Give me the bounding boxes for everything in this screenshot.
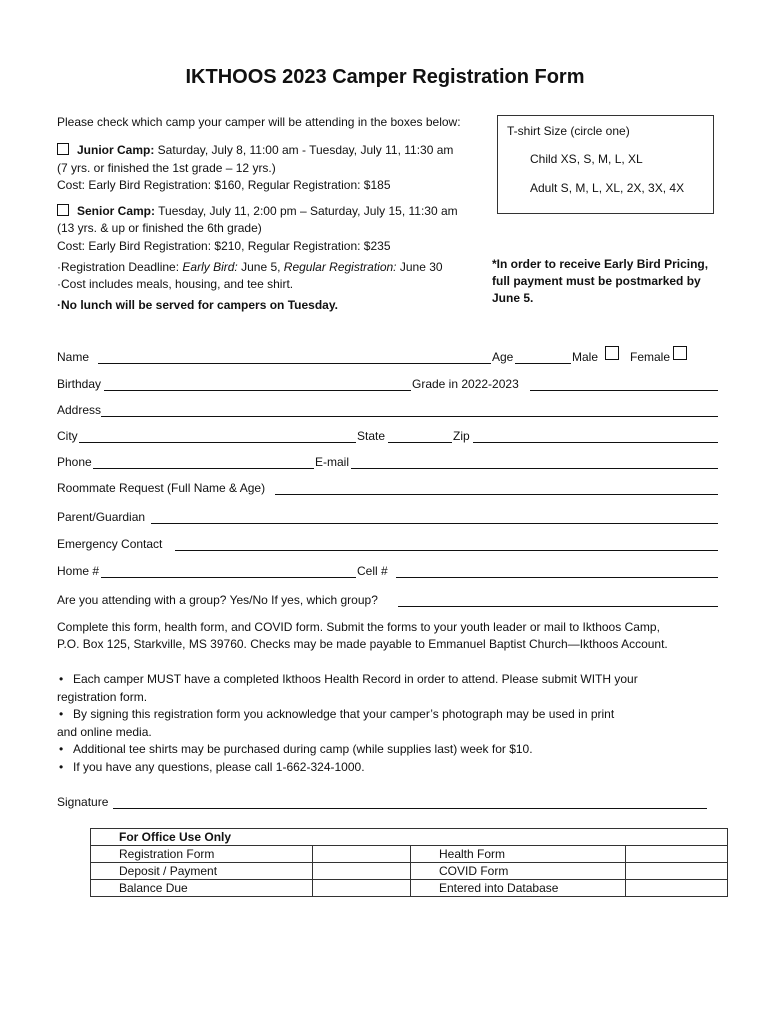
grade-field[interactable] xyxy=(530,390,718,391)
list-item: • If you have any questions, please call 1-662-324-1000. xyxy=(57,759,638,777)
office-deposit-value[interactable] xyxy=(313,863,411,880)
office-entered: Entered into Database xyxy=(411,880,626,897)
home-field[interactable] xyxy=(101,577,356,578)
office-registration-form: Registration Form xyxy=(91,846,313,863)
age-label: Age xyxy=(492,350,514,364)
city-label: City xyxy=(57,429,78,443)
deadline-prefix: ·Registration Deadline: xyxy=(57,260,183,274)
parent-field[interactable] xyxy=(151,523,718,524)
group-row xyxy=(57,593,719,609)
tshirt-size-box xyxy=(497,115,714,214)
emergency-label: Emergency Contact xyxy=(57,537,163,551)
office-balance: Balance Due xyxy=(91,880,313,897)
junior-camp-option xyxy=(57,142,453,158)
list-item: • Additional tee shirts may be purchased during camp (while supplies last) week for $10. xyxy=(57,741,638,759)
senior-camp-label: Senior Camp: xyxy=(77,204,156,218)
early-bird-note-line3: June 5. xyxy=(492,291,534,305)
email-label: E-mail xyxy=(315,455,350,469)
age-field[interactable] xyxy=(515,363,571,364)
female-label: Female xyxy=(630,350,671,364)
emergency-field[interactable] xyxy=(175,550,718,551)
birthday-field[interactable] xyxy=(104,390,411,391)
zip-field[interactable] xyxy=(473,442,718,443)
phone-label: Phone xyxy=(57,455,92,469)
phone-field[interactable] xyxy=(93,468,314,469)
office-health-form-value[interactable] xyxy=(626,846,728,863)
senior-camp-dates: Tuesday, July 11, 2:00 pm – Saturday, July 15, 11:30 am xyxy=(155,204,458,218)
cell-field[interactable] xyxy=(396,577,718,578)
home-row xyxy=(57,564,719,580)
instructions-line1: Complete this form, health form, and COVID form. Submit the forms to your youth leader or mail to Ikthoos Camp, xyxy=(57,620,660,634)
deadline-regular-date: June 30 xyxy=(396,260,443,274)
deadline-regular-label: Regular Registration: xyxy=(283,260,397,274)
roommate-label: Roommate Request (Full Name & Age) xyxy=(57,481,266,495)
instructions-line2: P.O. Box 125, Starkville, MS 39760. Checks may be made payable to Emmanuel Baptist Church—Ikthoos Account. xyxy=(57,637,668,651)
grade-label: Grade in 2022-2023 xyxy=(412,377,519,391)
signature-label: Signature xyxy=(57,795,109,809)
roommate-field[interactable] xyxy=(275,494,718,495)
office-deposit: Deposit / Payment xyxy=(91,863,313,880)
page-title: IKTHOOS 2023 Camper Registration Form xyxy=(185,66,585,88)
address-field[interactable] xyxy=(101,416,718,417)
office-heading: For Office Use Only xyxy=(91,829,728,846)
roommate-row xyxy=(57,481,719,497)
name-row xyxy=(57,350,719,366)
office-use-table xyxy=(90,828,728,897)
tshirt-child-sizes[interactable]: Child XS, S, M, L, XL xyxy=(530,152,643,166)
senior-camp-option xyxy=(57,203,458,219)
table-row xyxy=(91,880,728,897)
tshirt-heading: T-shirt Size (circle one) xyxy=(507,124,630,138)
junior-camp-checkbox[interactable] xyxy=(57,143,69,155)
zip-label: Zip xyxy=(453,429,470,443)
junior-camp-cost: Cost: Early Bird Registration: $160, Regular Registration: $185 xyxy=(57,178,391,192)
intro-text: Please check which camp your camper will be attending in the boxes below: xyxy=(57,115,461,129)
city-row xyxy=(57,429,719,445)
address-label: Address xyxy=(57,403,102,417)
signature-field[interactable] xyxy=(113,808,707,809)
email-field[interactable] xyxy=(351,468,718,469)
name-field[interactable] xyxy=(98,363,491,364)
birthday-label: Birthday xyxy=(57,377,102,391)
signature-row xyxy=(57,795,719,811)
early-bird-note-line1: *In order to receive Early Bird Pricing, xyxy=(492,257,709,271)
deadline-early-date: June 5, xyxy=(237,260,284,274)
junior-camp-dates: Saturday, July 8, 11:00 am - Tuesday, July 11, 11:30 am xyxy=(154,143,454,157)
cost-includes: ·Cost includes meals, housing, and tee shirt. xyxy=(57,277,294,291)
senior-camp-ages: (13 yrs. & up or finished the 6th grade) xyxy=(57,221,262,235)
name-label: Name xyxy=(57,350,90,364)
office-covid-form-value[interactable] xyxy=(626,863,728,880)
male-label: Male xyxy=(572,350,599,364)
office-registration-form-value[interactable] xyxy=(313,846,411,863)
office-balance-value[interactable] xyxy=(313,880,411,897)
phone-row xyxy=(57,455,719,471)
male-checkbox[interactable] xyxy=(605,346,619,360)
parent-label: Parent/Guardian xyxy=(57,510,146,524)
cell-label: Cell # xyxy=(357,564,388,578)
list-item: • Each camper MUST have a completed Ikthoos Health Record in order to attend. Please submit WITH your xyxy=(57,671,638,689)
table-row xyxy=(91,846,728,863)
parent-row xyxy=(57,510,719,526)
list-item-continuation: registration form. xyxy=(57,689,148,704)
junior-camp-label: Junior Camp: xyxy=(77,143,155,157)
city-field[interactable] xyxy=(79,442,356,443)
early-bird-note-line2: full payment must be postmarked by xyxy=(492,274,701,288)
table-row xyxy=(91,863,728,880)
office-entered-value[interactable] xyxy=(626,880,728,897)
list-item: • By signing this registration form you acknowledge that your camper’s photograph may be used in print xyxy=(57,706,638,724)
office-health-form: Health Form xyxy=(411,846,626,863)
list-item-continuation: and online media. xyxy=(57,724,152,739)
tshirt-adult-sizes[interactable]: Adult S, M, L, XL, 2X, 3X, 4X xyxy=(530,181,685,195)
address-row xyxy=(57,403,719,419)
registration-deadline xyxy=(57,259,443,275)
bullet-list xyxy=(57,671,638,776)
state-label: State xyxy=(357,429,386,443)
junior-camp-ages: (7 yrs. or finished the 1st grade – 12 yrs.) xyxy=(57,161,276,175)
office-covid-form: COVID Form xyxy=(411,863,626,880)
female-checkbox[interactable] xyxy=(673,346,687,360)
deadline-early-label: Early Bird: xyxy=(182,260,238,274)
no-lunch-note: ·No lunch will be served for campers on Tuesday. xyxy=(57,298,338,312)
senior-camp-checkbox[interactable] xyxy=(57,204,69,216)
senior-camp-cost: Cost: Early Bird Registration: $210, Regular Registration: $235 xyxy=(57,239,391,253)
group-label: Are you attending with a group? Yes/No If yes, which group? xyxy=(57,593,378,607)
emergency-row xyxy=(57,537,719,553)
state-field[interactable] xyxy=(388,442,452,443)
home-label: Home # xyxy=(57,564,100,578)
group-field[interactable] xyxy=(398,606,718,607)
birthday-row xyxy=(57,377,719,393)
